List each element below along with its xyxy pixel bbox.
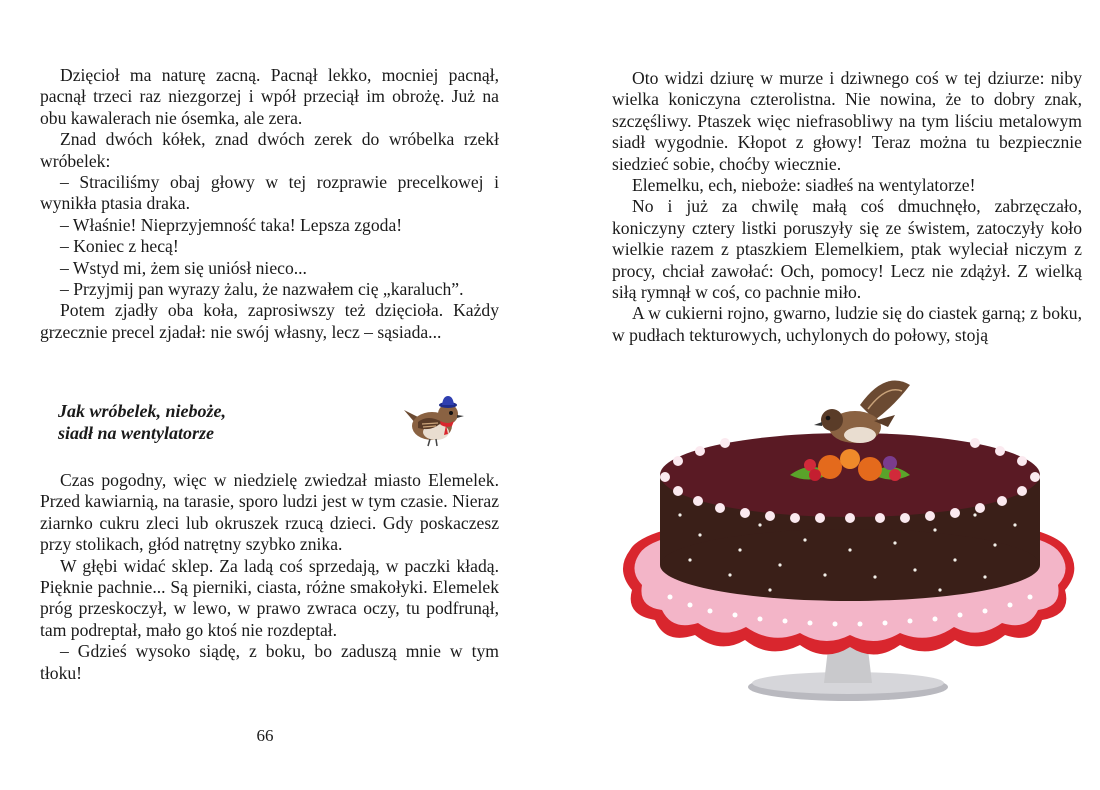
dialogue-line: – Wstyd mi, żem się uniósł nieco... bbox=[60, 257, 307, 278]
dialogue-line: – Właśnie! Nieprzyjemność taka! Lepsza zgoda! bbox=[60, 214, 403, 235]
paragraph: Elemelku, ech, nieboże: siadłeś na wentylatorze! bbox=[632, 175, 976, 196]
paragraph: Dzięcioł ma naturę zacną. Pacnął lekko, mocniej pacnął, pacnął trzeci raz niezgorzej i wpół przeciął im obrożę. Już na obu kawalerach nie ósemka, ale zera. bbox=[40, 65, 499, 128]
left-bottom-text bbox=[40, 470, 499, 684]
left-top-text bbox=[40, 65, 499, 343]
chapter-heading bbox=[58, 400, 226, 444]
paragraph: Znad dwóch kółek, znad dwóch zerek do wróbelka rzekł wróbelek: bbox=[40, 129, 499, 171]
right-top-text bbox=[612, 68, 1082, 346]
dialogue-line: – Przyjmij pan wyrazy żalu, że nazwałem cię „karaluch”. bbox=[60, 279, 464, 300]
dialogue-line: – Gdzieś wysoko siądę, z boku, bo zaduszą mnie w tym tłoku! bbox=[40, 641, 499, 683]
chapter-heading-line-2: siadł na wentylatorze bbox=[58, 423, 215, 443]
paragraph: W głębi widać sklep. Za ladą coś sprzedają, w paczki kładą. Pięknie pachnie... Są pierniki, ciasta, różne smakołyki. Elemelek próg przeskoczył, w lewo, w prawo zwraca oczy, tu podfrunął, tam podreptał, mało go ktoś nie rozdeptał. bbox=[40, 555, 499, 640]
dialogue-line: – Straciliśmy obaj głowy w tej rozprawie precelkowej i wynikła ptasia draka. bbox=[40, 172, 499, 214]
orange-fruit bbox=[818, 455, 842, 479]
paragraph: Oto widzi dziurę w murze i dziwnego coś w tej dziurze: niby wielka koniczyna czterolistna. Nie nowina, że to dobry znak, szczęśliwy. Ptaszek więc niefrasobliwy na tym liściu metalowym siadł wygodnie. Kłopot z głowy! Teraz można tu bezpiecznie siedzieć sobie, choćby wiecznie. bbox=[612, 68, 1082, 174]
right-page bbox=[550, 0, 1100, 790]
cake-illustration bbox=[610, 365, 1085, 710]
paragraph: A w cukierni rojno, gwarno, ludzie się do ciastek garną; z boku, w pudłach tekturowych, uchylonych do połowy, stoją bbox=[612, 303, 1082, 345]
dialogue-line: – Koniec z hecą! bbox=[60, 236, 179, 257]
page-number: 66 bbox=[256, 726, 274, 745]
paragraph: Potem zjadły oba koła, zaprosiwszy też dzięcioła. Każdy grzecznie precel zjadał: nie swój własny, lecz – sąsiada... bbox=[40, 300, 499, 342]
paragraph: Czas pogodny, więc w niedzielę zwiedzał miasto Elemelek. Przed kawiarnią, na tarasie, sporo ludzi jest w tym czasie. Nieraz ziarnko cukru zleci lub okruszek rzucą dzieci. Gdy poskaczesz przy stolikach, głód natrętny szybko znika. bbox=[40, 470, 499, 555]
chapter-heading-line-1: Jak wróbelek, nieboże, bbox=[58, 401, 226, 421]
paragraph: No i już za chwilę małą coś dmuchnęło, zabrzęczało, koniczyny cztery listki poruszyły się ze świstem, zatoczyły koło wielkie razem z ptaszkiem Elemelkiem, ptak wyleciał niczym z procy, chciał zawołać: Och, pomocy! Lecz nie zdążył. Z wielką siłą rymnął w coś, co pachnie miło. bbox=[612, 196, 1082, 303]
sparrow-with-hat-illustration bbox=[396, 388, 470, 452]
